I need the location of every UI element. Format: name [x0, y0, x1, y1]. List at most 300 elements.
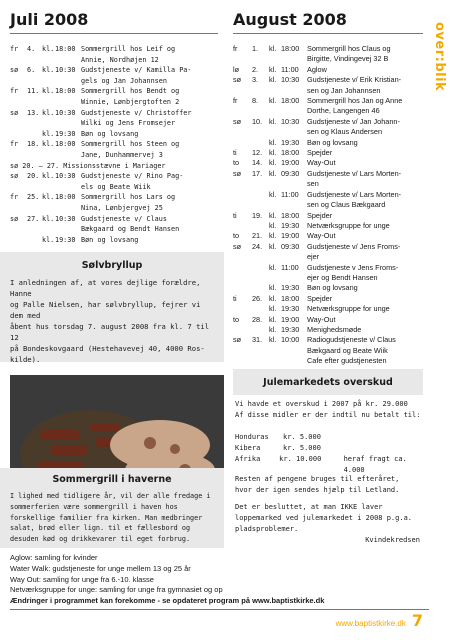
juli-num: 6. [27, 66, 36, 75]
julemarked-p2: Det er besluttet, at man IKKE laver loppemarked ved julemarkedet i 2008 p.g.a. pladsproblemer. [235, 503, 413, 533]
august-num: 14. [252, 158, 263, 168]
juli-num [27, 224, 42, 235]
august-num [252, 138, 269, 148]
legend-item: Way Out: samling for unge fra 6.-10. klasse [10, 574, 154, 584]
juli-text: Jane, Dunhammervej 3 [81, 150, 163, 159]
juli-num [27, 182, 42, 193]
august-num [252, 200, 269, 210]
august-kl: kl. [269, 220, 277, 230]
august-text: Cafe efter gudstjenesten [307, 356, 387, 366]
august-kl: kl. [269, 324, 277, 334]
august-kl [269, 179, 281, 189]
juli-num: 18. [27, 140, 40, 149]
julemarked-item [235, 432, 425, 443]
august-day [233, 54, 252, 64]
august-row [233, 315, 423, 325]
august-day [233, 346, 252, 356]
august-row [233, 263, 423, 273]
august-day [233, 179, 252, 189]
juli-kl: kl. [42, 193, 55, 202]
august-kl: kl. [269, 293, 277, 303]
solvbryllup-line: I anledningen af, at vores dejlige forældre, Hanne [10, 278, 201, 298]
august-text: sen og Jan Johannsen [307, 85, 381, 95]
august-num [252, 273, 269, 283]
august-kl [269, 346, 281, 356]
august-time: 18:00 [281, 44, 300, 53]
juli-row [10, 44, 218, 55]
august-text: Gudstjeneste v/ Jan Johann- [307, 116, 400, 126]
august-kl: kl. [269, 96, 277, 106]
juli-day [10, 97, 27, 108]
august-text: Radiogudstjeneste v/ Claus [307, 335, 396, 345]
august-num: 12. [252, 148, 263, 158]
august-row [233, 325, 423, 335]
august-text: Aglow [307, 64, 327, 74]
footer-divider [10, 609, 429, 610]
august-day: lø [233, 64, 240, 74]
august-day [233, 127, 252, 137]
august-time: 19:00 [281, 314, 300, 324]
august-time [281, 356, 307, 366]
august-num [252, 283, 269, 293]
august-row [233, 242, 423, 252]
august-num: 21. [252, 231, 263, 241]
august-kl: kl. [269, 231, 277, 241]
august-day: ti [233, 210, 237, 220]
august-text: ejer [307, 252, 320, 262]
august-num [252, 304, 269, 314]
august-num [252, 54, 269, 64]
august-text: Gudstjeneste v/ Lars Morten- [307, 168, 402, 178]
juli-day [10, 118, 27, 129]
august-row [233, 65, 423, 75]
august-day [233, 304, 252, 314]
juli-row [10, 97, 218, 108]
august-kl: kl. [269, 64, 277, 74]
juli-num: 20. [27, 172, 40, 181]
august-kl [269, 356, 281, 366]
august-schedule [233, 44, 423, 367]
juli-num: 4. [27, 45, 36, 53]
julemarked-item-name: Afrika [235, 455, 261, 463]
august-kl: kl. [269, 241, 277, 251]
juli-row [10, 65, 218, 76]
juli-schedule [10, 44, 218, 245]
august-row [233, 221, 423, 231]
august-day [233, 325, 252, 335]
juli-day: fr [10, 87, 19, 96]
august-row [233, 190, 423, 200]
juli-text: Sommergrill hos Lars og [81, 193, 176, 202]
august-kl [269, 273, 281, 283]
august-time: 19:00 [281, 158, 300, 168]
legend-item: Aglow: samling for kvinder [10, 553, 98, 562]
august-text: ejer og Bendt Hansen [307, 272, 378, 282]
juli-kl: kl. [42, 87, 55, 96]
august-row [233, 148, 423, 158]
august-kl [269, 252, 281, 262]
juli-text: Sommergrill hos Bendt og [81, 87, 180, 96]
august-row [233, 96, 423, 106]
august-day [233, 138, 252, 148]
footer-url[interactable]: www.baptistkirke.dk [335, 619, 406, 628]
august-row [233, 117, 423, 127]
august-kl: kl. [269, 262, 277, 272]
august-time [281, 252, 307, 262]
august-text: Netværksgruppe for unge [307, 220, 390, 230]
juli-text: Bøn og lovsang [81, 129, 139, 138]
juli-num: 11. [27, 87, 40, 96]
august-text: sen og Klaus Andersen [307, 127, 383, 137]
august-day [233, 263, 252, 273]
august-row [233, 304, 423, 314]
juli-row [10, 118, 218, 129]
august-text: Spejder [307, 293, 333, 303]
august-time: 10:30 [281, 116, 300, 126]
juli-kl [42, 203, 55, 214]
august-kl: kl. [269, 189, 277, 199]
juli-row [10, 192, 218, 203]
august-text: Gudstjeneste v/ Erik Kristian- [307, 75, 402, 85]
juli-kl: kl. [42, 66, 55, 75]
august-row [233, 273, 423, 283]
juli-time: 18:00 [55, 45, 76, 53]
juli-kl [42, 97, 55, 108]
august-time: 19:00 [281, 231, 300, 241]
august-kl: kl. [269, 75, 277, 85]
juli-text: Bøn og lovsang [81, 235, 139, 244]
august-row [233, 200, 423, 210]
juli-kl: kl. [42, 129, 55, 138]
august-kl: kl. [269, 168, 277, 178]
julemarked-item-name: Honduras [235, 433, 269, 441]
august-num [252, 190, 269, 200]
juli-kl: kl. [42, 45, 55, 53]
august-num [252, 127, 269, 137]
august-day: ti [233, 148, 237, 158]
julemarked-item-amount: kr. 5.000 [283, 433, 321, 441]
juli-time: 19:30 [55, 129, 76, 138]
august-kl: kl. [269, 44, 277, 53]
august-time [281, 273, 307, 283]
august-kl: kl. [269, 210, 277, 220]
august-num: 1. [252, 44, 259, 53]
juli-num [27, 235, 42, 246]
juli-num: 27. [27, 214, 40, 223]
august-time [281, 179, 307, 189]
solvbryllup-text [10, 277, 214, 365]
august-title: August 2008 [233, 10, 347, 29]
august-kl: kl. [269, 304, 277, 314]
juli-num [27, 55, 42, 66]
juli-day: sø [10, 66, 19, 75]
juli-text: Sommergrill hos Leif og [81, 45, 176, 53]
august-time: 19:30 [281, 324, 300, 334]
juli-num: 25. [27, 193, 40, 202]
august-kl: kl. [269, 148, 277, 158]
august-day: ti [233, 293, 237, 303]
juli-kl [42, 150, 55, 161]
august-time: 18:00 [281, 96, 300, 106]
august-text: Way-Out [307, 158, 336, 168]
juli-time: 18:00 [55, 87, 76, 96]
juli-row [10, 76, 218, 87]
juli-time: 10:30 [55, 108, 76, 117]
juli-day [10, 76, 27, 87]
juli-kl: kl. [42, 214, 55, 223]
juli-time: 19:30 [55, 235, 76, 244]
juli-time: 18:00 [55, 140, 76, 149]
juli-day [10, 150, 27, 161]
julemarked-text [235, 474, 420, 546]
juli-num [27, 150, 42, 161]
julemarked-item-note: heraf fragt ca. 4.000 [343, 455, 407, 474]
august-day: fr [233, 44, 238, 53]
juli-row [10, 129, 218, 140]
juli-day [10, 203, 27, 214]
juli-time [55, 76, 81, 87]
august-time [281, 346, 307, 356]
legend-item: Netværksgruppe for unge: samling for unge fra gymnasiet og op [10, 585, 223, 595]
julemarked-intro [235, 399, 425, 421]
julemarked-intro-2: Af disse midler er der indtil nu betalt til: [235, 411, 421, 419]
juli-time [55, 182, 81, 193]
august-row [233, 127, 423, 137]
august-day: to [233, 231, 240, 241]
solvbryllup-line: åbent hus torsdag 7. august 2008 fra kl. 7 til 12 [10, 322, 210, 342]
juli-day: sø [10, 214, 19, 223]
juli-text: Gudstjeneste v/ Claus [81, 214, 167, 223]
august-day [233, 86, 252, 96]
august-num: 3. [252, 75, 259, 85]
juli-num [27, 203, 42, 214]
august-row [233, 294, 423, 304]
juli-text: Gudstjeneste v/ Rino Pag- [81, 172, 184, 181]
julemarked-list [235, 432, 425, 476]
solvbryllup-line: kilde). [10, 355, 41, 364]
juli-kl: kl. [42, 235, 55, 244]
august-time: 18:00 [281, 148, 300, 158]
august-text: Gudstjeneste v/ Jens Froms- [307, 241, 401, 251]
august-time [281, 86, 307, 96]
august-num: 19. [252, 210, 263, 220]
sommergrill-text: I lighed med tidligere år, vil der alle fredage i sommerferien være sommergrill i haven hos forskellige familier fra kirken. Man medbringer salat, brød eller lign. til et fællesbord og desuden kød og drikkevarer til eget forbrug. [10, 492, 211, 544]
august-num: 31. [252, 335, 263, 345]
footer [336, 611, 423, 630]
juli-time: 10:30 [55, 172, 76, 181]
august-kl [269, 106, 281, 116]
august-num [252, 356, 269, 366]
august-time: 19:30 [281, 137, 300, 147]
solvbryllup-line: og Palle Nielsen, har sølvbryllup, fejrer vi dem med [10, 300, 201, 320]
august-num [252, 86, 269, 96]
august-row [233, 44, 423, 54]
juli-row [10, 86, 218, 97]
juli-kl: kl. [42, 140, 55, 149]
juli-day [10, 55, 27, 66]
august-row [233, 54, 423, 64]
juli-time [55, 224, 81, 235]
august-row [233, 179, 423, 189]
august-time: 19:30 [281, 220, 300, 230]
juli-title: Juli 2008 [10, 10, 89, 29]
august-kl: kl. [269, 283, 277, 293]
august-day: sø [233, 75, 242, 85]
august-num: 8. [252, 96, 259, 106]
sommergrill-title: Sommergrill i haverne [52, 474, 172, 485]
juli-kl [42, 76, 55, 87]
august-num [252, 263, 269, 273]
august-kl [269, 86, 281, 96]
august-time: 18:00 [281, 210, 300, 220]
juli-row [10, 55, 218, 66]
august-day: sø [233, 168, 242, 178]
juli-time: 10:30 [55, 66, 76, 75]
august-text: Menighedsmøde [307, 324, 362, 334]
august-row [233, 106, 423, 116]
juli-day: fr [10, 45, 19, 53]
juli-text: gels og Jan Johannsen [81, 76, 167, 85]
juli-day [10, 129, 27, 140]
juli-day [10, 182, 27, 193]
julemarked-title: Julemarkedets overskud [263, 377, 393, 388]
august-day [233, 200, 252, 210]
august-text: Spejder [307, 210, 333, 220]
august-day [233, 283, 252, 293]
julemarked-sign: Kvindekredsen [365, 536, 420, 544]
solvbryllup-line: på Bondeskovgaard (Hestehavevej 40, 4000 Ros- [10, 344, 205, 353]
legend-note: Ændringer i programmet kan forekomme - se opdateret program på www.baptistkirke.dk [10, 596, 325, 606]
august-day: fr [233, 96, 238, 106]
august-text: Gudstjeneste v/ Lars Morten- [307, 189, 402, 199]
august-day [233, 273, 252, 283]
divider [233, 33, 423, 34]
august-time: 11:00 [281, 189, 299, 199]
august-text: Sommergrill hos Claus og [307, 44, 391, 53]
august-time [281, 127, 307, 137]
august-kl [269, 54, 281, 64]
august-time [281, 200, 307, 210]
august-row [233, 158, 423, 168]
august-num: 24. [252, 241, 263, 251]
juli-day: sø [10, 172, 19, 181]
august-row [233, 169, 423, 179]
august-num: 28. [252, 314, 263, 324]
side-banner-text: over:blik [432, 22, 447, 92]
juli-row [10, 171, 218, 182]
juli-kl: kl. [42, 108, 55, 117]
juli-text: Annie, Nordhøjen 12 [81, 55, 159, 64]
august-row [233, 75, 423, 85]
august-day [233, 221, 252, 231]
august-kl: kl. [269, 158, 277, 168]
august-kl: kl. [269, 116, 277, 126]
august-day [233, 356, 252, 366]
juli-text: Gudstjeneste v/ Christoffer [81, 108, 192, 117]
juli-text: Nina, Lønbjergvej 25 [81, 203, 163, 212]
juli-text: Wilki og Jens Fromsejer [81, 119, 176, 128]
juli-time [55, 55, 81, 66]
august-time [281, 54, 307, 64]
solvbryllup-box [0, 252, 224, 362]
august-text: Bøn og lovsang [307, 137, 358, 147]
juli-time [55, 150, 81, 161]
juli-day: fr [10, 193, 19, 202]
august-text: Netværksgruppe for unge [307, 304, 390, 314]
julemarked-item [235, 454, 425, 476]
juli-row [10, 182, 218, 193]
juli-row: sø 20. – 27. Missionsstævne i Mariager [10, 161, 166, 170]
august-text: sen og Claus Bækgaard [307, 200, 386, 210]
august-time: 11:00 [281, 262, 299, 272]
august-kl: kl. [269, 137, 277, 147]
august-row [233, 211, 423, 221]
august-num: 17. [252, 168, 263, 178]
august-day [233, 190, 252, 200]
juli-text: els og Beate Wiik [81, 182, 151, 191]
august-text: Dorthe, Langengen 46 [307, 106, 380, 116]
august-row [233, 283, 423, 293]
juli-row [10, 108, 218, 119]
julemarked-item-name: Kibera [235, 444, 261, 452]
august-day [233, 252, 252, 262]
august-row [233, 86, 423, 96]
august-text: Way-Out [307, 314, 336, 324]
august-text: Way-Out [307, 231, 336, 241]
august-num: 26. [252, 293, 263, 303]
juli-day: fr [10, 140, 19, 149]
august-kl [269, 200, 281, 210]
juli-day [10, 224, 27, 235]
juli-num: 13. [27, 108, 40, 117]
juli-num [27, 118, 42, 129]
side-banner [429, 0, 453, 640]
divider [10, 33, 218, 34]
juli-day [10, 235, 27, 246]
august-kl: kl. [269, 314, 277, 324]
august-day: to [233, 158, 240, 168]
august-num [252, 346, 269, 356]
august-kl [269, 127, 281, 137]
juli-kl [42, 182, 55, 193]
juli-text: Bækgaard og Bendt Hansen [81, 225, 180, 234]
august-day: sø [233, 241, 242, 251]
julemarked-p1: Resten af pengene bruges til efteråret, hvor der igen sendes hjælp til Letland. [235, 475, 400, 494]
august-text: Gudstjeneste v Jens Froms- [307, 262, 399, 272]
sommergrill-box [0, 468, 224, 548]
juli-num [27, 76, 42, 87]
august-num [252, 179, 269, 189]
julemarked-item-amount: kr. 5.000 [283, 444, 321, 452]
juli-row [10, 235, 218, 246]
page-number: 7 [411, 611, 423, 630]
juli-day: sø [10, 108, 19, 117]
august-day: sø [233, 335, 242, 345]
juli-time [55, 118, 81, 129]
julemarked-header-box [233, 369, 423, 395]
juli-row [10, 214, 218, 225]
august-day: sø [233, 116, 242, 126]
august-row [233, 138, 423, 148]
august-time: 09:30 [281, 168, 300, 178]
august-row [233, 356, 423, 366]
juli-time [55, 97, 81, 108]
juli-time: 10:30 [55, 214, 76, 223]
julemarked-intro-1: Vi havde et overskud i 2007 på kr. 29.000 [235, 400, 408, 408]
august-time: 09:30 [281, 241, 300, 251]
juli-text: Gudstjeneste v/ Kamilla Pa- [81, 66, 192, 75]
august-row [233, 231, 423, 241]
